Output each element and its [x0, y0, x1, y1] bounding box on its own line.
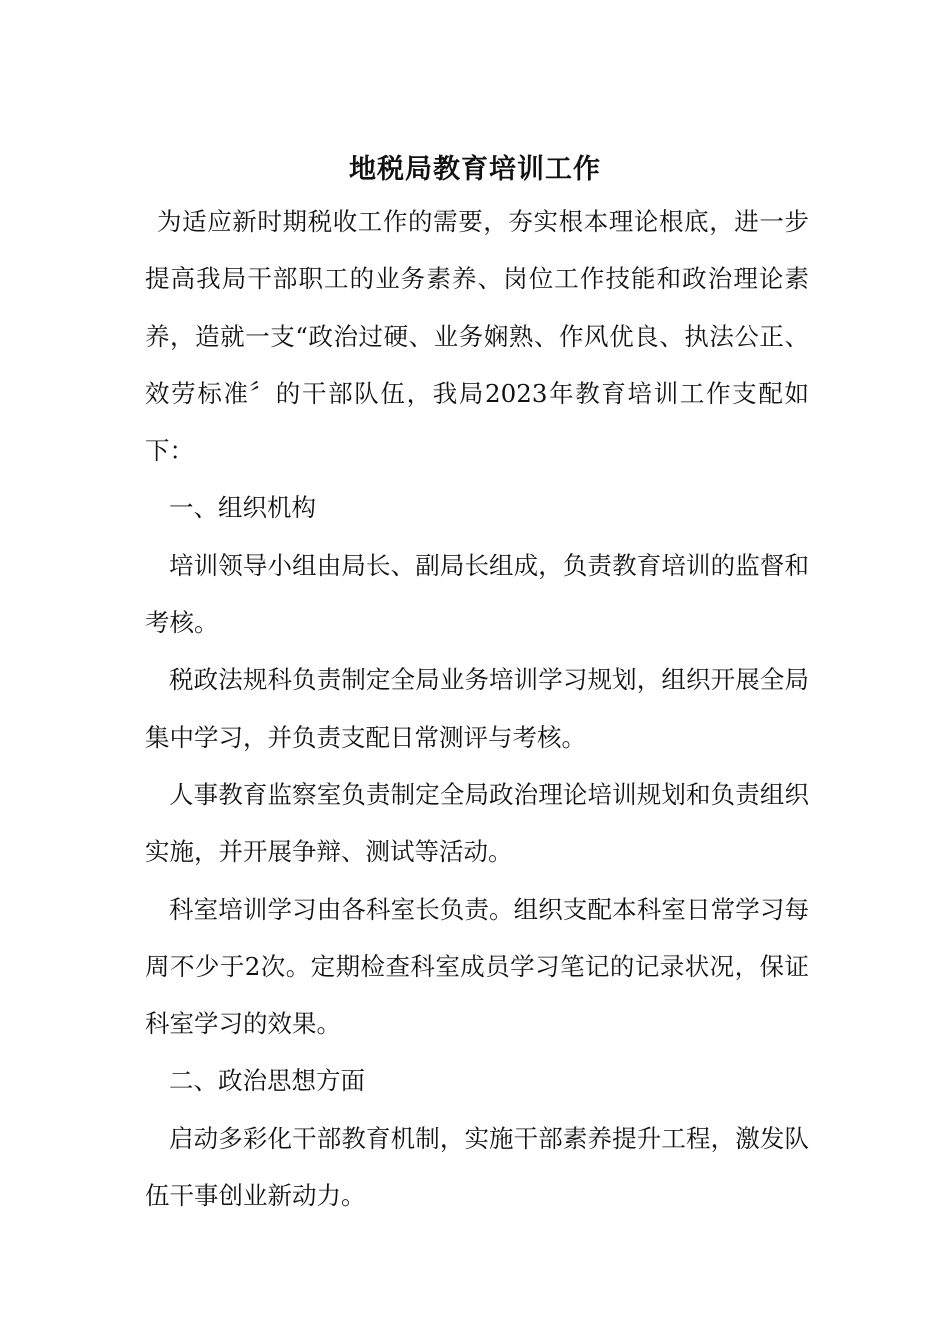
paragraph-cadre-mechanism: 启动多彩化干部教育机制，实施干部素养提升工程，激发队伍干事创业新动力。	[145, 1123, 809, 1211]
document-body	[145, 193, 809, 1224]
section-heading-organization: 一、组织机构	[169, 493, 316, 523]
paragraph-tax-policy-section: 税政法规科负责制定全局业务培训学习规划，组织开展全局集中学习，并负责支配日常测评与考核。	[145, 665, 809, 752]
document-title: 地税局教育培训工作	[349, 154, 601, 186]
section-heading-political: 二、政治思想方面	[169, 1066, 365, 1096]
paragraph-leadership-group: 培训领导小组由局长、副局长组成，负责教育培训的监督和考核。	[145, 550, 809, 638]
paragraph-section-training: 科室培训学习由各科室长负责。组织支配本科室日常学习每周不少于2次。定期检查科室成员学习笔记的记录状况，保证科室学习的效果。	[145, 894, 809, 1039]
paragraph-personnel-office: 人事教育监察室负责制定全局政治理论培训规划和负责组织实施，并开展争辩、测试等活动。	[145, 779, 809, 867]
paragraph-intro: 为适应新时期税收工作的需要，夯实根本理论根底，进一步提高我局干部职工的业务素养、岗位工作技能和政治理论素养，造就一支“政治过硬、业务娴熟、作风优良、执法公正、效劳标准〞的干部队伍，我局2023年教育培训工作支配如下：	[145, 207, 809, 466]
